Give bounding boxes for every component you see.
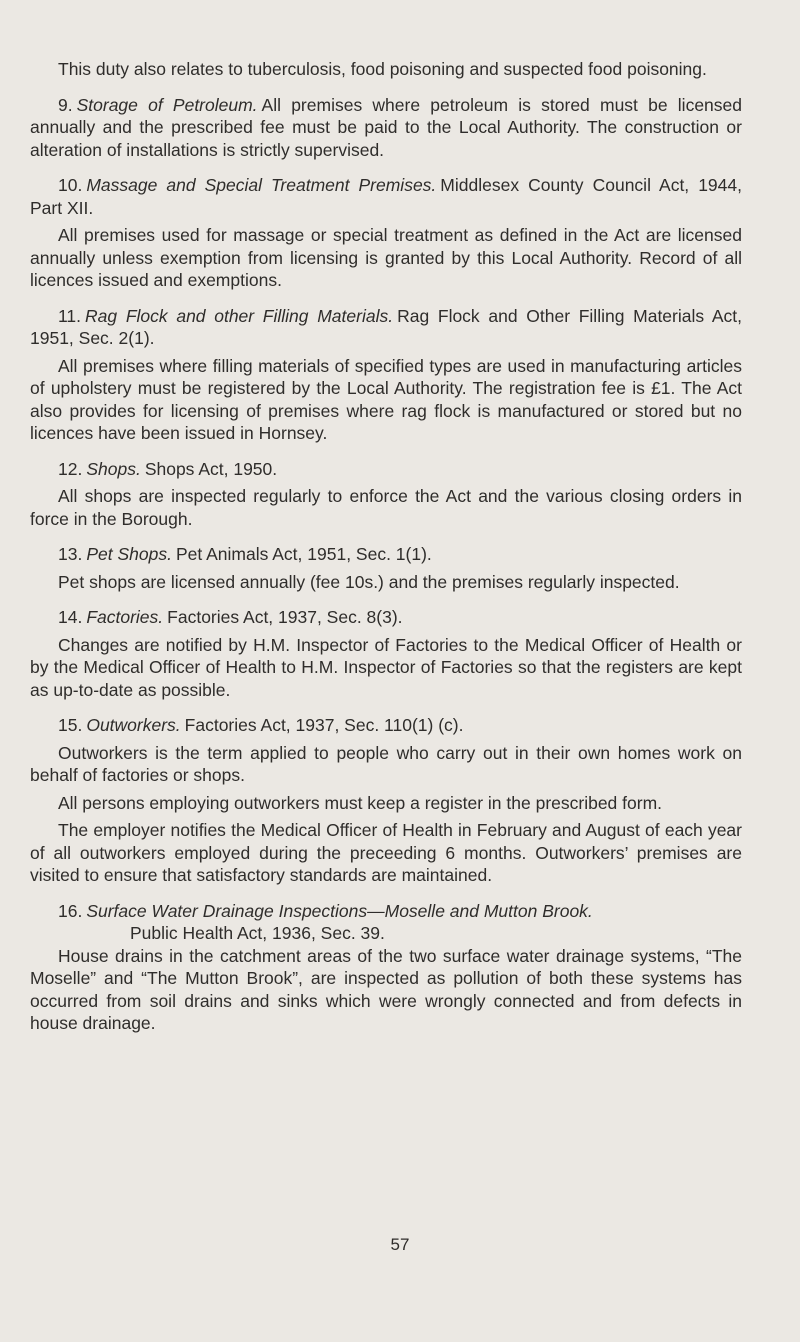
section-subtitle: Public Health Act, 1936, Sec. 39.: [130, 923, 385, 943]
section-heading-12: 12. Shops. Shops Act, 1950.: [58, 458, 278, 479]
section-title: Shops.: [86, 458, 141, 479]
section-title: Outworkers.: [86, 715, 181, 735]
section-heading-11: 11. Rag Flock and other Filling Materials. Rag Flock and Other Filling Materials Act, 1951, Sec. 2(1).: [30, 305, 743, 348]
section-paragraph: House drains in the catchment areas of the two surface water drainage systems, “The Moselle” and “The Mutton Brook”, are inspected as pollution of both these systems has occurred from soil drains and sinks which were wrongly connected and from defects in house drainage.: [30, 945, 742, 1033]
section-title: Pet Shops.: [86, 544, 172, 564]
section-paragraph: All premises used for massage or special treatment as defined in the Act are licensed annually unless exemption from licensing is granted by this Local Authority. Record of all licences issued and exemptions.: [30, 225, 742, 290]
section-heading-9: 9. Storage of Petroleum. All premises where petroleum is stored must be licensed annually and the prescribed fee must be paid to the Local Authority. The construction or alteration of installations is strictly supervised.: [30, 94, 742, 160]
intro-paragraph: This duty also relates to tuberculosis, food poisoning and suspected food poisoning.: [58, 59, 707, 79]
section-paragraph: All persons employing outworkers must keep a register in the prescribed form.: [58, 792, 663, 813]
section-title: Rag Flock and other Filling Materials.: [85, 305, 394, 326]
document-body: [30, 58, 742, 1035]
section-paragraph: The employer notifies the Medical Officer of Health in February and August of each year of all outworkers employed during the preceeding 6 months. Outworkers’ premises are visited to ensure that satisfactory standards are maintained.: [30, 820, 742, 885]
page-number: 57: [390, 1235, 410, 1254]
section-title: Storage of Petroleum.: [76, 94, 258, 115]
section-heading-14: 14. Factories. Factories Act, 1937, Sec. 8(3).: [58, 607, 403, 627]
section-paragraph: All shops are inspected regularly to enforce the Act and the various closing orders in force in the Borough.: [30, 486, 742, 529]
section-heading-16: 16. Surface Water Drainage Inspections—Moselle and Mutton Brook.: [58, 900, 593, 921]
section-heading-10: 10. Massage and Special Treatment Premises. Middlesex County Council Act, 1944, Part XII.: [30, 175, 742, 218]
section-title: Surface Water Drainage Inspections—Moselle and Mutton Brook.: [86, 900, 593, 921]
section-paragraph: All premises where filling materials of specified types are used in manufacturing articles of upholstery must be registered by the Local Authority. The registration fee is £1. The Act also provides for licensing of premises where rag flock is manufactured or stored but no licences have been issued in Hornsey.: [30, 355, 742, 443]
section-heading-13: 13. Pet Shops. Pet Animals Act, 1951, Sec. 1(1).: [58, 544, 432, 564]
section-paragraph: Pet shops are licensed annually (fee 10s.) and the premises regularly inspected.: [58, 571, 680, 592]
section-title: Massage and Special Treatment Premises.: [86, 175, 437, 195]
section-heading-15: 15. Outworkers. Factories Act, 1937, Sec. 110(1) (c).: [58, 715, 464, 735]
section-paragraph: Changes are notified by H.M. Inspector of Factories to the Medical Officer of Health or by the Medical Officer of Health to H.M. Inspector of Factories so that the registers are kept as up-to-date as possible.: [30, 634, 742, 700]
section-title: Factories.: [86, 607, 164, 627]
section-paragraph: Outworkers is the term applied to people who carry out in their own homes work on behalf of factories or shops.: [30, 742, 742, 785]
